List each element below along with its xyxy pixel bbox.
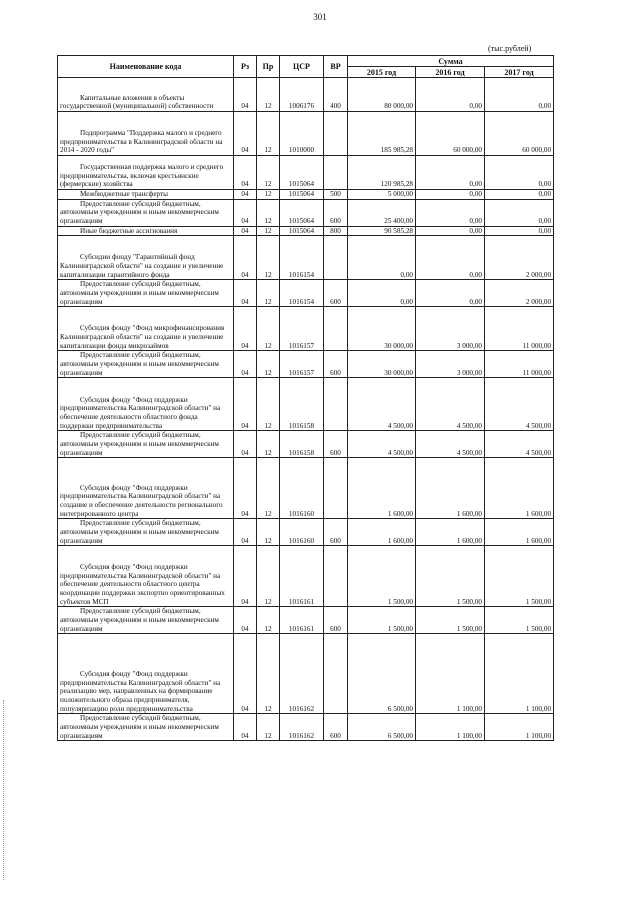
row-name-cell — [58, 378, 234, 431]
row-vr: 500 — [324, 190, 348, 200]
row-y2015: 80 000,00 — [348, 78, 416, 112]
table-row — [58, 190, 554, 200]
table-row — [58, 458, 554, 519]
row-name: Межбюджетные трансферты — [80, 190, 168, 198]
row-y2016: 1 500,00 — [416, 546, 485, 607]
row-y2015: 1 600,00 — [348, 519, 416, 546]
row-csr: 1016161 — [280, 546, 324, 607]
row-y2017: 0,00 — [485, 199, 554, 226]
row-vr — [324, 307, 348, 351]
row-name-cell — [58, 458, 234, 519]
row-vr: 600 — [324, 280, 348, 307]
row-rz: 04 — [234, 378, 257, 431]
row-y2015: 0,00 — [348, 236, 416, 280]
units-note: (тыс.рублей) — [488, 44, 532, 53]
row-y2017: 2 000,00 — [485, 236, 554, 280]
row-y2015: 25 400,00 — [348, 199, 416, 226]
row-y2017: 1 600,00 — [485, 458, 554, 519]
row-y2017: 2 000,00 — [485, 280, 554, 307]
row-vr — [324, 546, 348, 607]
row-y2016: 1 600,00 — [416, 458, 485, 519]
row-rz: 04 — [234, 634, 257, 714]
row-rz: 04 — [234, 236, 257, 280]
header-csr: ЦСР — [280, 56, 324, 78]
row-name-cell — [58, 431, 234, 458]
page-number: 301 — [313, 12, 327, 22]
row-csr: 1016158 — [280, 431, 324, 458]
table-row — [58, 307, 554, 351]
row-y2016: 4 500,00 — [416, 378, 485, 431]
row-name-cell — [58, 607, 234, 634]
table-row — [58, 156, 554, 190]
row-csr: 1015064 — [280, 226, 324, 236]
row-y2015: 5 000,00 — [348, 190, 416, 200]
row-y2015: 185 985,28 — [348, 112, 416, 156]
row-name: Предоставление субсидий бюджетным, автономным учреждениям и иным некоммерческим организациям — [60, 199, 219, 225]
row-vr — [324, 378, 348, 431]
row-csr: 1016162 — [280, 714, 324, 741]
row-name: Субсидия фонду "Фонд поддержки предпринимательства Калининградской области" на реализацию мер, направленных на формирование положительного образа предпринимателя, популяризацию роли предпринимательства — [60, 670, 221, 713]
header-rz: Рз — [234, 56, 257, 78]
row-name: Подпрограмма "Поддержка малого и среднего предпринимательства в Калининградской области на 2014 - 2020 годы" — [60, 129, 223, 155]
row-y2016: 0,00 — [416, 236, 485, 280]
row-pr: 12 — [257, 458, 280, 519]
row-y2015: 4 500,00 — [348, 378, 416, 431]
row-pr: 12 — [257, 607, 280, 634]
table-row — [58, 78, 554, 112]
row-rz: 04 — [234, 112, 257, 156]
row-rz: 04 — [234, 226, 257, 236]
row-y2017: 11 000,00 — [485, 351, 554, 378]
header-name: Наименование кода — [58, 56, 234, 78]
row-y2015: 30 000,00 — [348, 307, 416, 351]
row-pr: 12 — [257, 156, 280, 190]
row-rz: 04 — [234, 307, 257, 351]
row-y2015: 1 500,00 — [348, 607, 416, 634]
row-csr: 1016154 — [280, 280, 324, 307]
header-pr: Пр — [257, 56, 280, 78]
row-vr: 600 — [324, 714, 348, 741]
row-name: Иные бюджетные ассигнования — [80, 226, 178, 235]
row-y2016: 1 600,00 — [416, 519, 485, 546]
row-y2017: 1 100,00 — [485, 634, 554, 714]
row-name-cell — [58, 156, 234, 190]
row-y2015: 120 985,28 — [348, 156, 416, 190]
row-rz: 04 — [234, 190, 257, 200]
row-csr: 1016162 — [280, 634, 324, 714]
row-name-cell — [58, 714, 234, 741]
row-name-cell — [58, 351, 234, 378]
scan-edge-marks — [3, 700, 6, 880]
row-name-cell — [58, 199, 234, 226]
table-row — [58, 607, 554, 634]
row-rz: 04 — [234, 280, 257, 307]
row-csr: 1016158 — [280, 378, 324, 431]
row-pr: 12 — [257, 714, 280, 741]
header-2016: 2016 год — [416, 67, 485, 78]
row-y2015: 90 585,28 — [348, 226, 416, 236]
row-name: Предоставление субсидий бюджетным, автономным учреждениям и иным некоммерческим организациям — [60, 714, 219, 740]
row-name: Субсидия фонду "Фонд поддержки предпринимательства Калининградской области" на обеспечение деятельности областного фонда поддержки предпринимательства — [60, 395, 221, 430]
row-y2015: 6 500,00 — [348, 634, 416, 714]
table-row — [58, 226, 554, 236]
row-name-cell — [58, 78, 234, 112]
row-y2016: 0,00 — [416, 199, 485, 226]
row-name: Субсидия фонду "Фонд микрофинансирования Калининградской области" на создание и увеличение капитализации фонда микрозаймов — [60, 324, 225, 350]
table-row — [58, 546, 554, 607]
row-csr: 1016157 — [280, 307, 324, 351]
row-csr: 1016160 — [280, 458, 324, 519]
row-rz: 04 — [234, 458, 257, 519]
header-2017: 2017 год — [485, 67, 554, 78]
row-y2015: 1 600,00 — [348, 458, 416, 519]
row-pr: 12 — [257, 112, 280, 156]
row-y2017: 1 500,00 — [485, 607, 554, 634]
row-y2016: 0,00 — [416, 226, 485, 236]
table-row — [58, 280, 554, 307]
row-y2016: 1 500,00 — [416, 607, 485, 634]
row-vr: 600 — [324, 351, 348, 378]
row-name: Капитальные вложения в объекты государственной (муниципальной) собственности — [60, 93, 214, 111]
row-y2017: 4 500,00 — [485, 378, 554, 431]
table-row — [58, 714, 554, 741]
row-rz: 04 — [234, 714, 257, 741]
row-rz: 04 — [234, 199, 257, 226]
row-name-cell — [58, 546, 234, 607]
row-vr — [324, 458, 348, 519]
row-pr: 12 — [257, 378, 280, 431]
budget-table — [57, 55, 554, 741]
table-row — [58, 378, 554, 431]
row-y2017: 1 100,00 — [485, 714, 554, 741]
row-rz: 04 — [234, 519, 257, 546]
row-y2016: 1 100,00 — [416, 634, 485, 714]
row-y2015: 1 500,00 — [348, 546, 416, 607]
row-vr: 400 — [324, 78, 348, 112]
row-y2017: 0,00 — [485, 226, 554, 236]
row-csr: 1006176 — [280, 78, 324, 112]
row-vr: 600 — [324, 431, 348, 458]
row-name-cell — [58, 519, 234, 546]
table-row — [58, 634, 554, 714]
row-csr: 1010000 — [280, 112, 324, 156]
row-pr: 12 — [257, 546, 280, 607]
row-y2016: 0,00 — [416, 190, 485, 200]
row-csr: 1016154 — [280, 236, 324, 280]
row-y2016: 0,00 — [416, 78, 485, 112]
row-vr: 800 — [324, 226, 348, 236]
row-rz: 04 — [234, 431, 257, 458]
row-name-cell — [58, 226, 234, 236]
row-y2016: 0,00 — [416, 280, 485, 307]
row-pr: 12 — [257, 190, 280, 200]
table-row — [58, 112, 554, 156]
row-csr: 1015064 — [280, 190, 324, 200]
table-row — [58, 431, 554, 458]
row-y2016: 60 000,00 — [416, 112, 485, 156]
row-name: Субсидии фонду "Гарантийный фонд Калининградской области" на создание и увеличение капитализации гарантийного фонда — [60, 253, 224, 279]
row-vr — [324, 236, 348, 280]
row-name-cell — [58, 190, 234, 200]
row-pr: 12 — [257, 431, 280, 458]
row-y2017: 11 000,00 — [485, 307, 554, 351]
row-y2017: 4 500,00 — [485, 431, 554, 458]
row-y2016: 3 000,00 — [416, 351, 485, 378]
row-vr: 600 — [324, 519, 348, 546]
table-row — [58, 519, 554, 546]
row-y2016: 0,00 — [416, 156, 485, 190]
row-rz: 04 — [234, 156, 257, 190]
row-y2015: 0,00 — [348, 280, 416, 307]
row-vr — [324, 112, 348, 156]
row-name-cell — [58, 634, 234, 714]
row-name: Предоставление субсидий бюджетным, автономным учреждениям и иным некоммерческим организациям — [60, 431, 219, 457]
row-pr: 12 — [257, 519, 280, 546]
row-y2016: 1 100,00 — [416, 714, 485, 741]
row-y2017: 0,00 — [485, 156, 554, 190]
table-row — [58, 199, 554, 226]
row-name: Государственная поддержка малого и среднего предпринимательства, включая крестьянские (фермерские) хозяйства — [60, 163, 224, 189]
row-name: Предоставление субсидий бюджетным, автономным учреждениям и иным некоммерческим организациям — [60, 351, 219, 377]
row-y2017: 60 000,00 — [485, 112, 554, 156]
row-name-cell — [58, 236, 234, 280]
header-vr: ВР — [324, 56, 348, 78]
table-row — [58, 351, 554, 378]
row-y2017: 1 600,00 — [485, 519, 554, 546]
row-pr: 12 — [257, 226, 280, 236]
row-csr: 1016160 — [280, 519, 324, 546]
row-csr: 1016157 — [280, 351, 324, 378]
row-name: Предоставление субсидий бюджетным, автономным учреждениям и иным некоммерческим организациям — [60, 607, 219, 633]
row-name: Субсидия фонду "Фонд поддержки предпринимательства Калининградской области" на создание и обеспечение деятельности регионального интегрированного центра — [60, 483, 223, 518]
row-y2015: 6 500,00 — [348, 714, 416, 741]
row-y2016: 4 500,00 — [416, 431, 485, 458]
row-rz: 04 — [234, 607, 257, 634]
row-csr: 1016161 — [280, 607, 324, 634]
row-y2017: 0,00 — [485, 78, 554, 112]
row-pr: 12 — [257, 351, 280, 378]
row-pr: 12 — [257, 634, 280, 714]
table-row — [58, 236, 554, 280]
row-vr — [324, 156, 348, 190]
row-rz: 04 — [234, 351, 257, 378]
row-name-cell — [58, 307, 234, 351]
row-pr: 12 — [257, 280, 280, 307]
row-name: Предоставление субсидий бюджетным, автономным учреждениям и иным некоммерческим организациям — [60, 519, 219, 545]
row-name-cell — [58, 280, 234, 307]
row-csr: 1015064 — [280, 199, 324, 226]
row-pr: 12 — [257, 236, 280, 280]
row-pr: 12 — [257, 199, 280, 226]
header-sum: Сумма — [348, 56, 554, 67]
row-rz: 04 — [234, 546, 257, 607]
row-csr: 1015064 — [280, 156, 324, 190]
row-name-cell — [58, 112, 234, 156]
row-y2015: 4 500,00 — [348, 431, 416, 458]
row-y2017: 0,00 — [485, 190, 554, 200]
row-pr: 12 — [257, 307, 280, 351]
header-2015: 2015 год — [348, 67, 416, 78]
row-pr: 12 — [257, 78, 280, 112]
row-vr: 600 — [324, 199, 348, 226]
header-row-1 — [58, 56, 554, 67]
row-y2016: 3 000,00 — [416, 307, 485, 351]
row-y2015: 30 000,00 — [348, 351, 416, 378]
row-vr — [324, 634, 348, 714]
row-rz: 04 — [234, 78, 257, 112]
row-y2017: 1 500,00 — [485, 546, 554, 607]
row-name: Предоставление субсидий бюджетным, автономным учреждениям и иным некоммерческим организациям — [60, 280, 219, 306]
row-name: Субсидия фонду "Фонд поддержки предпринимательства Калининградской области" на обеспечение деятельности областного центра координации поддержки экспортно ориентированных субъектов МСП — [60, 563, 225, 606]
row-vr: 600 — [324, 607, 348, 634]
